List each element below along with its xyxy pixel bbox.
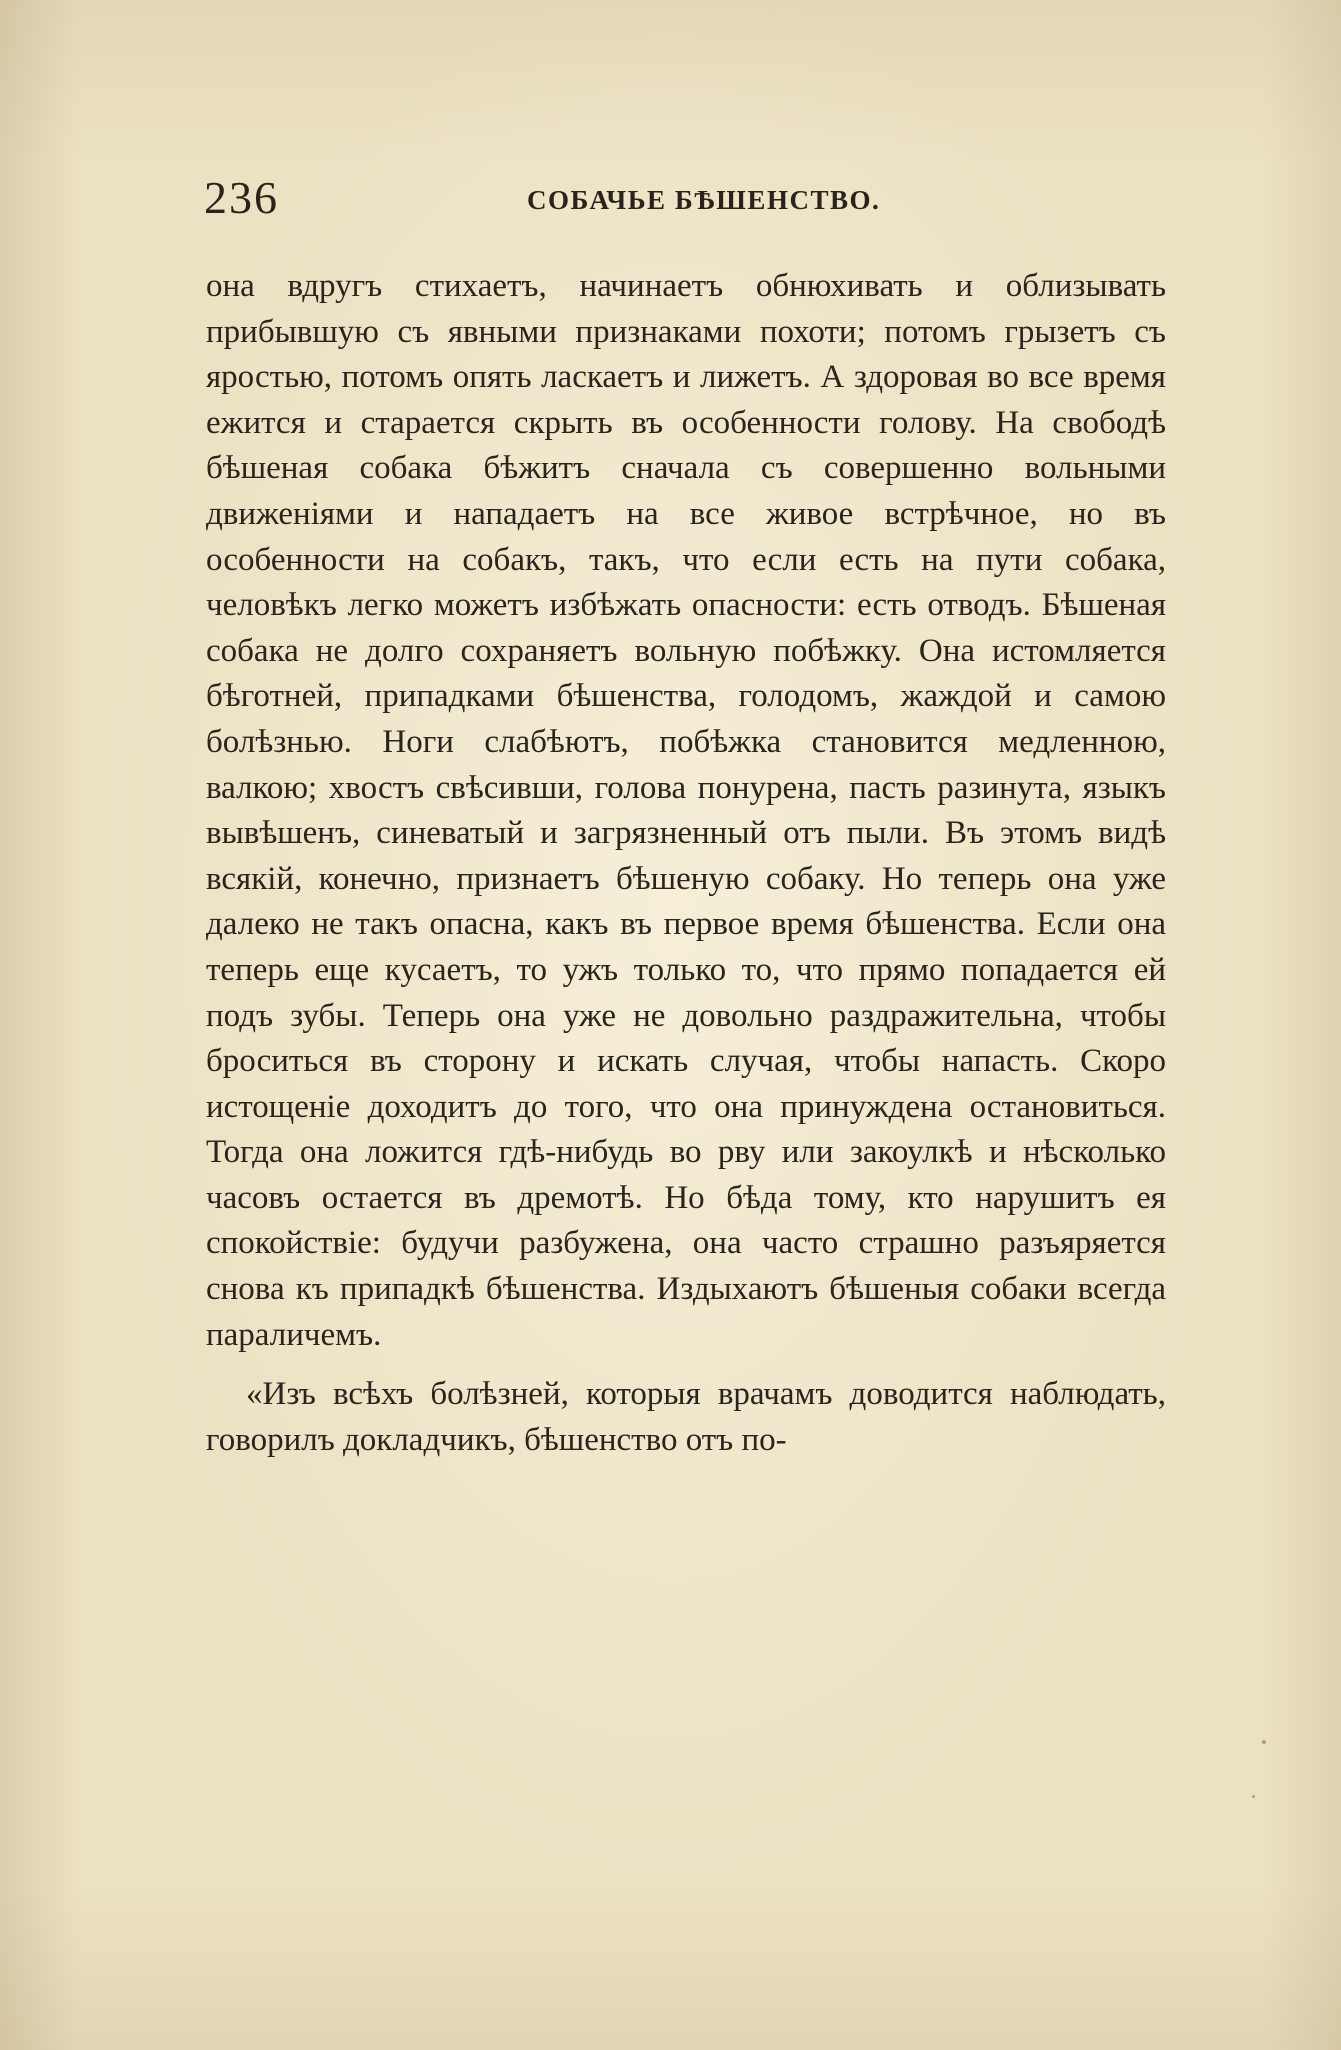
running-head: СОБАЧЬЕ БѢШЕНСТВО.	[527, 185, 881, 215]
page-header	[204, 168, 1169, 228]
paper-speck	[1252, 1795, 1255, 1798]
page-number: 236	[204, 172, 279, 223]
paragraph: «Изъ всѣхъ болѣзней, которыя врачамъ доводится наблюдать, говорилъ докладчикъ, бѣшенство отъ по-	[206, 1376, 1166, 1458]
paragraph: она вдругъ стихаетъ, начинаетъ обнюхивать и облизывать прибывшую съ явными признаками похоти; потомъ грызетъ съ яростью, потомъ опять ласкаетъ и лижетъ. А здоровая во все время ежится и старается скрыть въ особенности голову. На свободѣ бѣшеная собака бѣжитъ сначала съ совершенно вольными движеніями и нападаетъ на все живое встрѣчное, но въ особенности на собакъ, такъ, что если есть на пути собака, человѣкъ легко можетъ избѣжать опасности: есть отводъ. Бѣшеная собака не долго сохраняетъ вольную побѣжку. Она истомляется бѣготней, припадками бѣшенства, голодомъ, жаждой и самою болѣзнью. Ноги слабѣютъ, побѣжка становится медленною, валкою; хвостъ свѣсивши, голова понурена, пасть разинута, языкъ вывѣшенъ, синеватый и загрязненный отъ пыли. Въ этомъ видѣ всякій, конечно, признаетъ бѣшеную собаку. Но теперь она уже далеко не такъ опасна, какъ въ первое время бѣшенства. Если она теперь еще кусаетъ, то ужъ только то, что прямо попадается ей подъ зубы. Теперь она уже не довольно раздражительна, чтобы броситься въ сторону и искать случая, чтобы напасть. Скоро истощеніе доходитъ до того, что она принуждена остановиться. Тогда она ложится гдѣ-нибудь во рву или закоулкѣ и нѣсколько часовъ остается въ дремотѣ. Но бѣда тому, кто нарушитъ ея спокойствіе: будучи разбужена, она часто страшно разъяряется снова къ припадкѣ бѣшенства. Издыхаютъ бѣшеныя собаки всегда параличемъ.	[206, 268, 1166, 1353]
body-text	[206, 264, 1166, 1463]
paper-speck	[1262, 1740, 1266, 1744]
